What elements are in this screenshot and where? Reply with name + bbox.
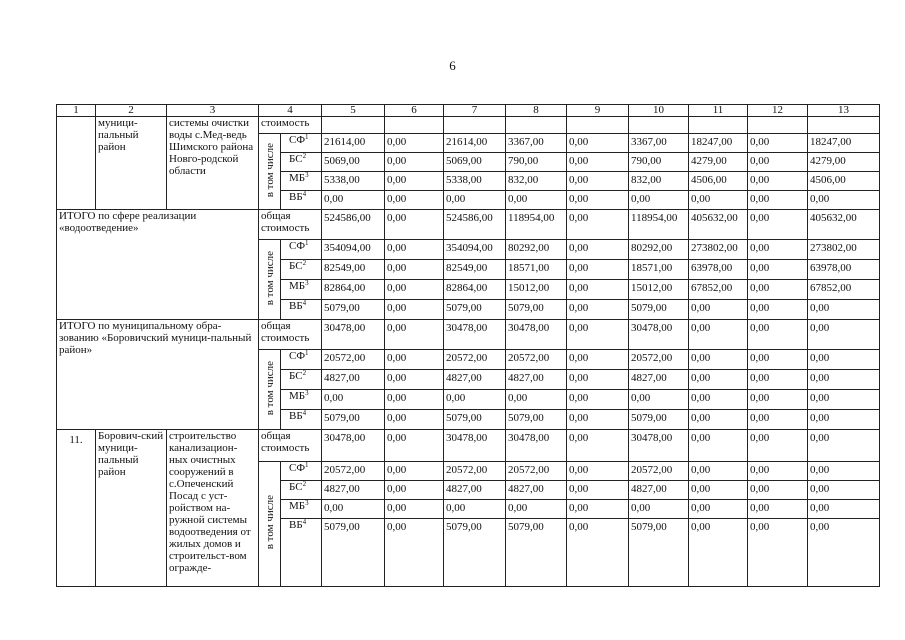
value-cell: 0,00 (689, 320, 748, 350)
value-cell: 18247,00 (808, 134, 880, 153)
value-cell: 118954,00 (629, 210, 689, 240)
value-cell: 20572,00 (629, 462, 689, 481)
value-cell: 0,00 (689, 370, 748, 390)
value-cell: 30478,00 (322, 320, 385, 350)
column-number: 11 (689, 105, 748, 117)
value-cell: 0,00 (385, 390, 444, 410)
column-number: 7 (444, 105, 506, 117)
column-number: 9 (567, 105, 629, 117)
source-label (281, 462, 322, 481)
value-cell: 0,00 (689, 191, 748, 210)
value-cell: 20572,00 (322, 350, 385, 370)
value-cell: 0,00 (385, 370, 444, 390)
value-cell: 0,00 (506, 390, 567, 410)
source-name: ВБ (289, 410, 303, 422)
value-cell (322, 117, 385, 134)
value-cell: 3367,00 (506, 134, 567, 153)
source-footnote: 3 (305, 171, 309, 179)
index-cell: 11. (57, 430, 96, 587)
in-that-number-label (259, 240, 281, 320)
value-cell: 0,00 (629, 191, 689, 210)
value-cell: 0,00 (567, 153, 629, 172)
index-cell (57, 117, 96, 210)
value-cell: 0,00 (689, 481, 748, 500)
value-cell: 5079,00 (629, 519, 689, 587)
value-cell: 0,00 (385, 430, 444, 462)
value-cell: 5079,00 (629, 410, 689, 430)
source-label (281, 300, 322, 320)
value-cell: 4827,00 (506, 370, 567, 390)
value-cell: 832,00 (506, 172, 567, 191)
source-name: МБ (289, 280, 306, 292)
value-cell: 118954,00 (506, 210, 567, 240)
value-cell: 4827,00 (506, 481, 567, 500)
value-cell: 0,00 (808, 410, 880, 430)
value-cell (689, 117, 748, 134)
value-cell (748, 117, 808, 134)
value-cell: 0,00 (567, 210, 629, 240)
recipient-cell: муници-пальный район (96, 117, 167, 210)
value-cell: 30478,00 (322, 430, 385, 462)
value-cell: 0,00 (748, 370, 808, 390)
value-cell: 67852,00 (808, 280, 880, 300)
source-footnote: 4 (302, 518, 307, 526)
source-label (281, 519, 322, 587)
value-cell: 4827,00 (629, 481, 689, 500)
total-label: общая стоимость (259, 430, 322, 462)
source-label (281, 134, 322, 153)
value-cell: 3367,00 (629, 134, 689, 153)
source-footnote: 2 (302, 369, 307, 377)
source-footnote: 2 (302, 152, 307, 160)
column-number: 8 (506, 105, 567, 117)
source-name: ВБ (289, 519, 303, 531)
value-cell: 0,00 (385, 260, 444, 280)
column-number: 12 (748, 105, 808, 117)
value-cell: 0,00 (748, 172, 808, 191)
value-cell: 30478,00 (506, 430, 567, 462)
column-number: 4 (259, 105, 322, 117)
header-row (57, 105, 880, 117)
total-label: стоимость (259, 117, 322, 134)
value-cell: 0,00 (506, 191, 567, 210)
source-label (281, 153, 322, 172)
value-cell: 0,00 (567, 481, 629, 500)
value-cell: 0,00 (567, 320, 629, 350)
value-cell: 5079,00 (506, 519, 567, 587)
value-cell: 0,00 (567, 519, 629, 587)
value-cell: 0,00 (567, 462, 629, 481)
source-footnote: 3 (305, 389, 309, 397)
row-a-total (57, 117, 880, 134)
value-cell: 0,00 (322, 390, 385, 410)
value-cell: 0,00 (748, 500, 808, 519)
value-cell: 0,00 (748, 462, 808, 481)
value-cell: 0,00 (444, 191, 506, 210)
source-name: ВБ (289, 300, 303, 312)
value-cell: 0,00 (689, 350, 748, 370)
column-number: 3 (167, 105, 259, 117)
value-cell: 0,00 (385, 153, 444, 172)
value-cell: 0,00 (567, 134, 629, 153)
source-name: МБ (289, 172, 306, 184)
value-cell: 20572,00 (629, 350, 689, 370)
source-label (281, 390, 322, 410)
source-label (281, 260, 322, 280)
value-cell: 0,00 (748, 191, 808, 210)
row-c-total (57, 320, 880, 350)
value-cell: 0,00 (808, 320, 880, 350)
value-cell: 4827,00 (444, 481, 506, 500)
value-cell: 5338,00 (444, 172, 506, 191)
source-footnote: 4 (302, 409, 307, 417)
value-cell: 20572,00 (444, 462, 506, 481)
value-cell: 0,00 (808, 370, 880, 390)
value-cell: 0,00 (567, 280, 629, 300)
value-cell: 0,00 (808, 191, 880, 210)
source-name: БС (289, 370, 303, 382)
value-cell: 0,00 (808, 500, 880, 519)
value-cell: 0,00 (748, 430, 808, 462)
value-cell: 0,00 (567, 390, 629, 410)
value-cell: 15012,00 (506, 280, 567, 300)
value-cell: 0,00 (748, 240, 808, 260)
value-cell (808, 117, 880, 134)
value-cell: 0,00 (385, 300, 444, 320)
value-cell: 5079,00 (444, 519, 506, 587)
value-cell: 0,00 (748, 260, 808, 280)
value-cell: 5079,00 (322, 300, 385, 320)
vertical-text: в том числе (263, 495, 276, 550)
source-label (281, 370, 322, 390)
object-cell: системы очистки воды с.Мед-ведь Шимского района Новго-родской области (167, 117, 259, 210)
value-cell: 20572,00 (506, 462, 567, 481)
value-cell: 21614,00 (444, 134, 506, 153)
object-cell: строительство канализацион-ных очистных сооружений в с.Опеченский Посад с уст-ройством на-ружной системы водоотведения от жилых домов и строительст-вом огражде- (167, 430, 259, 587)
source-label (281, 191, 322, 210)
value-cell: 0,00 (567, 350, 629, 370)
value-cell: 0,00 (808, 300, 880, 320)
value-cell: 790,00 (506, 153, 567, 172)
column-number: 2 (96, 105, 167, 117)
value-cell: 18571,00 (629, 260, 689, 280)
column-number: 1 (57, 105, 96, 117)
value-cell: 0,00 (689, 519, 748, 587)
source-label (281, 280, 322, 300)
source-label (281, 172, 322, 191)
value-cell (385, 117, 444, 134)
value-cell: 5338,00 (322, 172, 385, 191)
value-cell: 0,00 (748, 350, 808, 370)
source-name: СФ (289, 462, 306, 474)
subtotal-title: ИТОГО по сфере реализации «водоотведение» (57, 210, 259, 320)
value-cell: 20572,00 (506, 350, 567, 370)
value-cell: 0,00 (385, 280, 444, 300)
budget-table (56, 104, 880, 587)
value-cell (629, 117, 689, 134)
source-name: БС (289, 153, 303, 165)
value-cell: 21614,00 (322, 134, 385, 153)
source-label (281, 240, 322, 260)
value-cell: 0,00 (808, 390, 880, 410)
value-cell: 0,00 (567, 191, 629, 210)
value-cell: 0,00 (567, 410, 629, 430)
value-cell: 0,00 (385, 172, 444, 191)
value-cell: 82864,00 (322, 280, 385, 300)
source-name: СФ (289, 240, 306, 252)
value-cell: 20572,00 (322, 462, 385, 481)
value-cell: 4279,00 (808, 153, 880, 172)
source-name: СФ (289, 134, 306, 146)
value-cell: 0,00 (808, 350, 880, 370)
column-number: 5 (322, 105, 385, 117)
source-footnote: 1 (305, 461, 309, 469)
value-cell: 0,00 (689, 390, 748, 410)
source-footnote: 4 (302, 190, 307, 198)
value-cell: 0,00 (444, 390, 506, 410)
value-cell: 0,00 (689, 300, 748, 320)
value-cell: 354094,00 (444, 240, 506, 260)
total-label: общая стоимость (259, 320, 322, 350)
value-cell: 0,00 (385, 240, 444, 260)
in-that-number-label (259, 350, 281, 430)
row-b-total (57, 210, 880, 240)
value-cell: 5079,00 (322, 410, 385, 430)
value-cell: 18247,00 (689, 134, 748, 153)
value-cell: 82549,00 (444, 260, 506, 280)
value-cell: 0,00 (689, 462, 748, 481)
value-cell: 20572,00 (444, 350, 506, 370)
in-that-number-label (259, 462, 281, 587)
value-cell: 4827,00 (444, 370, 506, 390)
value-cell: 80292,00 (629, 240, 689, 260)
value-cell: 5079,00 (506, 410, 567, 430)
value-cell: 273802,00 (808, 240, 880, 260)
value-cell: 0,00 (748, 280, 808, 300)
value-cell: 0,00 (808, 430, 880, 462)
value-cell: 82864,00 (444, 280, 506, 300)
source-name: МБ (289, 390, 306, 402)
value-cell: 0,00 (748, 134, 808, 153)
value-cell: 0,00 (567, 240, 629, 260)
vertical-text: в том числе (263, 360, 276, 416)
source-footnote: 2 (302, 259, 307, 267)
value-cell: 18571,00 (506, 260, 567, 280)
value-cell: 0,00 (567, 300, 629, 320)
source-footnote: 4 (302, 299, 307, 307)
value-cell (567, 117, 629, 134)
value-cell: 30478,00 (629, 320, 689, 350)
value-cell: 0,00 (689, 430, 748, 462)
value-cell: 524586,00 (322, 210, 385, 240)
source-name: ВБ (289, 191, 303, 203)
source-name: СФ (289, 350, 306, 362)
column-number: 6 (385, 105, 444, 117)
value-cell: 0,00 (385, 462, 444, 481)
vertical-text: в том числе (263, 142, 276, 198)
value-cell: 4827,00 (322, 370, 385, 390)
value-cell: 5079,00 (444, 300, 506, 320)
value-cell: 405632,00 (689, 210, 748, 240)
value-cell: 0,00 (808, 519, 880, 587)
value-cell: 5069,00 (322, 153, 385, 172)
value-cell: 5079,00 (629, 300, 689, 320)
value-cell: 0,00 (748, 481, 808, 500)
value-cell: 524586,00 (444, 210, 506, 240)
value-cell: 0,00 (385, 134, 444, 153)
total-label: общая стоимость (259, 210, 322, 240)
value-cell: 0,00 (689, 410, 748, 430)
value-cell: 63978,00 (689, 260, 748, 280)
source-name: БС (289, 260, 303, 272)
in-that-number-label (259, 134, 281, 210)
value-cell: 0,00 (385, 320, 444, 350)
source-footnote: 1 (305, 133, 309, 141)
value-cell: 0,00 (748, 320, 808, 350)
value-cell: 0,00 (385, 500, 444, 519)
value-cell: 0,00 (689, 500, 748, 519)
value-cell: 832,00 (629, 172, 689, 191)
source-footnote: 3 (305, 279, 309, 287)
value-cell (444, 117, 506, 134)
value-cell: 0,00 (506, 500, 567, 519)
value-cell: 63978,00 (808, 260, 880, 280)
value-cell: 30478,00 (629, 430, 689, 462)
value-cell: 67852,00 (689, 280, 748, 300)
value-cell: 4827,00 (322, 481, 385, 500)
value-cell: 30478,00 (444, 320, 506, 350)
value-cell: 0,00 (385, 350, 444, 370)
source-label (281, 481, 322, 500)
value-cell: 0,00 (748, 390, 808, 410)
value-cell: 0,00 (322, 191, 385, 210)
value-cell: 0,00 (385, 481, 444, 500)
column-number: 13 (808, 105, 880, 117)
source-label (281, 410, 322, 430)
value-cell: 80292,00 (506, 240, 567, 260)
value-cell: 4827,00 (629, 370, 689, 390)
value-cell: 4506,00 (689, 172, 748, 191)
value-cell: 15012,00 (629, 280, 689, 300)
source-label (281, 350, 322, 370)
value-cell: 0,00 (629, 390, 689, 410)
value-cell: 0,00 (748, 410, 808, 430)
value-cell: 0,00 (629, 500, 689, 519)
value-cell: 354094,00 (322, 240, 385, 260)
value-cell: 0,00 (385, 410, 444, 430)
source-label (281, 500, 322, 519)
value-cell: 0,00 (385, 191, 444, 210)
value-cell: 30478,00 (444, 430, 506, 462)
value-cell: 5079,00 (322, 519, 385, 587)
value-cell: 0,00 (567, 260, 629, 280)
value-cell: 405632,00 (808, 210, 880, 240)
recipient-cell: Борович-ский муници-пальный район (96, 430, 167, 587)
value-cell: 790,00 (629, 153, 689, 172)
value-cell: 0,00 (567, 172, 629, 191)
value-cell: 0,00 (748, 300, 808, 320)
value-cell: 0,00 (385, 210, 444, 240)
vertical-text: в том числе (263, 250, 276, 306)
source-footnote: 2 (302, 480, 307, 488)
source-name: МБ (289, 500, 306, 512)
value-cell: 0,00 (808, 481, 880, 500)
value-cell: 0,00 (567, 500, 629, 519)
value-cell: 5079,00 (444, 410, 506, 430)
source-name: БС (289, 481, 303, 493)
value-cell: 30478,00 (506, 320, 567, 350)
value-cell: 0,00 (748, 210, 808, 240)
value-cell: 5079,00 (506, 300, 567, 320)
value-cell: 0,00 (748, 153, 808, 172)
subtotal-title: ИТОГО по муниципальному обра-зованию «Боровичский муници-пальный район» (57, 320, 259, 430)
source-footnote: 3 (305, 499, 309, 507)
value-cell: 0,00 (322, 500, 385, 519)
value-cell (506, 117, 567, 134)
value-cell: 82549,00 (322, 260, 385, 280)
source-footnote: 1 (305, 349, 309, 357)
value-cell: 5069,00 (444, 153, 506, 172)
value-cell: 0,00 (748, 519, 808, 587)
value-cell: 4279,00 (689, 153, 748, 172)
column-number: 10 (629, 105, 689, 117)
value-cell: 0,00 (567, 370, 629, 390)
value-cell: 273802,00 (689, 240, 748, 260)
row-d-total (57, 430, 880, 462)
value-cell: 4506,00 (808, 172, 880, 191)
value-cell: 0,00 (567, 430, 629, 462)
source-footnote: 1 (305, 239, 309, 247)
value-cell: 0,00 (444, 500, 506, 519)
value-cell: 0,00 (808, 462, 880, 481)
value-cell: 0,00 (385, 519, 444, 587)
page-number: 6 (449, 58, 456, 73)
table-body (57, 105, 880, 587)
